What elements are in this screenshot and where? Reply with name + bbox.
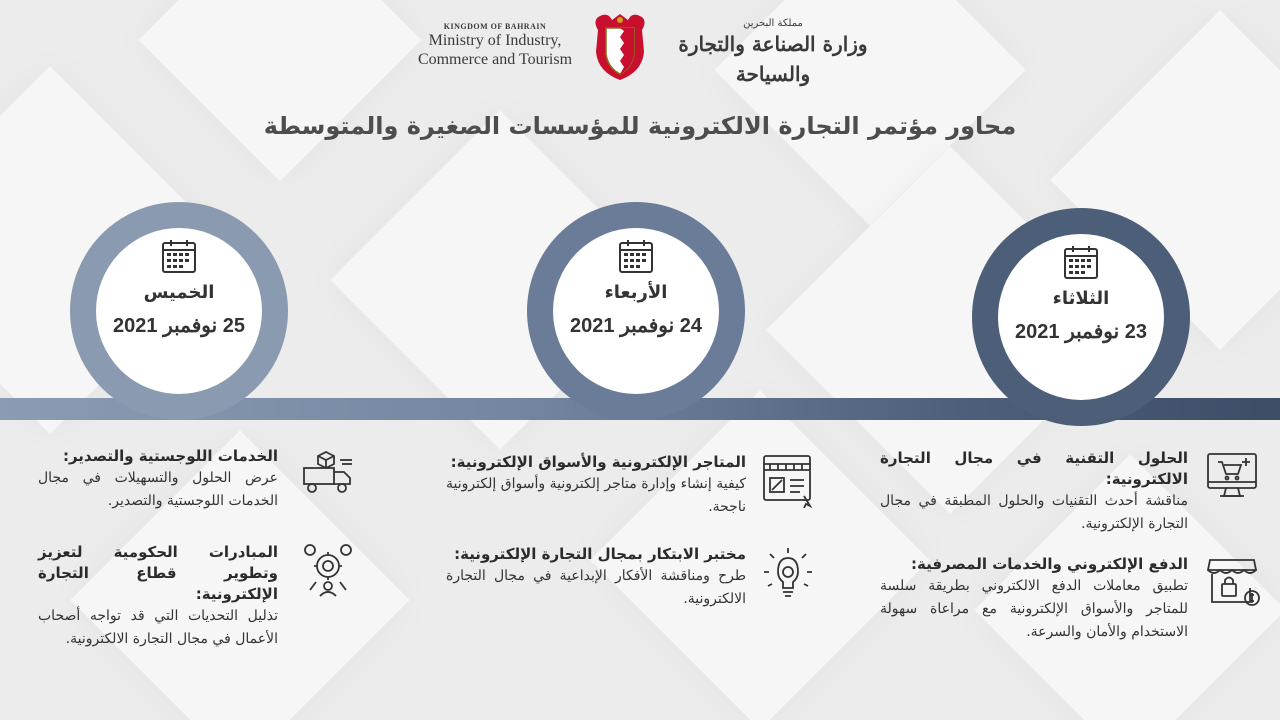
topic-government-initiatives <box>36 542 356 652</box>
innovation-bulb-icon <box>760 544 816 600</box>
topic-heading: الخدمات اللوجستية والتصدير: <box>62 447 278 465</box>
day-name: الأربعاء <box>604 282 668 303</box>
topic-body: تطبيق معاملات الدفع الالكتروني بطريقة سلسة للمتاجر والأسواق الإلكترونية مع مراعاة سهولة الاستخدام والأمان والسرعة. <box>880 578 1188 640</box>
bahrain-crest-icon <box>590 12 650 82</box>
topic-body: طرح ومناقشة الأفكار الإبداعية في مجال التجارة الالكترونية. <box>446 568 746 607</box>
day-circle-tuesday <box>972 208 1190 426</box>
calendar-icon <box>161 238 197 274</box>
day-date: 23 نوفمبر 2021 <box>1015 321 1147 343</box>
page-title: محاور مؤتمر التجارة الالكترونية للمؤسسات الصغيرة والمتوسطة <box>263 112 1017 140</box>
online-store-icon <box>760 452 816 508</box>
kingdom-label-english: KINGDOM OF BAHRAIN <box>443 22 547 31</box>
delivery-truck-icon <box>300 446 356 502</box>
topic-logistics <box>36 446 356 526</box>
day-date: 25 نوفمبر 2021 <box>113 315 245 337</box>
topic-body: مناقشة أحدث التقنيات والحلول المطبقة في مجال التجارة الإلكترونية. <box>880 493 1188 532</box>
day-circle-wednesday <box>527 202 745 420</box>
topic-electronic-payment <box>880 554 1260 664</box>
day-circle-thursday <box>70 202 288 420</box>
topic-tech-solutions <box>880 448 1260 532</box>
day-date: 24 نوفمبر 2021 <box>570 315 702 337</box>
topic-heading: الحلول التقنية في مجال التجارة الالكترونية: <box>880 449 1188 488</box>
calendar-icon <box>1063 244 1099 280</box>
ministry-name-english <box>400 22 590 69</box>
ministry-name-arabic <box>658 18 888 89</box>
topic-heading: المبادرات الحكومية لتعزيز وتطوير قطاع التجارة الإلكترونية: <box>38 543 278 603</box>
day-name: الخميس <box>143 282 215 303</box>
day-name: الثلاثاء <box>1052 288 1110 309</box>
ministry-arabic-name: وزارة الصناعة والتجارة والسياحة <box>678 32 868 86</box>
calendar-icon <box>618 238 654 274</box>
topic-innovation-lab <box>436 544 816 624</box>
kingdom-label-arabic: مملكة البحرين <box>743 18 803 29</box>
topic-body: تذليل التحديات التي قد تواجه أصحاب الأعمال في مجال التجارة الالكترونية. <box>38 608 278 647</box>
topic-heading: المتاجر الإلكترونية والأسواق الإلكترونية: <box>450 453 746 471</box>
topic-online-stores <box>436 452 816 532</box>
topic-body: عرض الحلول والتسهيلات في مجال الخدمات اللوجستية والتصدير. <box>38 470 278 509</box>
government-initiative-icon <box>300 542 356 598</box>
ministry-line-2: Commerce and Tourism <box>417 51 573 68</box>
secure-payment-icon <box>1204 554 1260 610</box>
ministry-header <box>390 12 910 88</box>
ministry-line-1: Ministry of Industry, <box>428 32 562 49</box>
topic-body: كيفية إنشاء وإدارة متاجر إلكترونية وأسواق إلكترونية ناجحة. <box>446 476 746 515</box>
ecommerce-screen-icon <box>1204 448 1260 504</box>
topic-heading: الدفع الإلكتروني والخدمات المصرفية: <box>911 555 1188 573</box>
topic-heading: مختبر الابتكار بمجال التجارة الإلكترونية: <box>454 545 746 563</box>
